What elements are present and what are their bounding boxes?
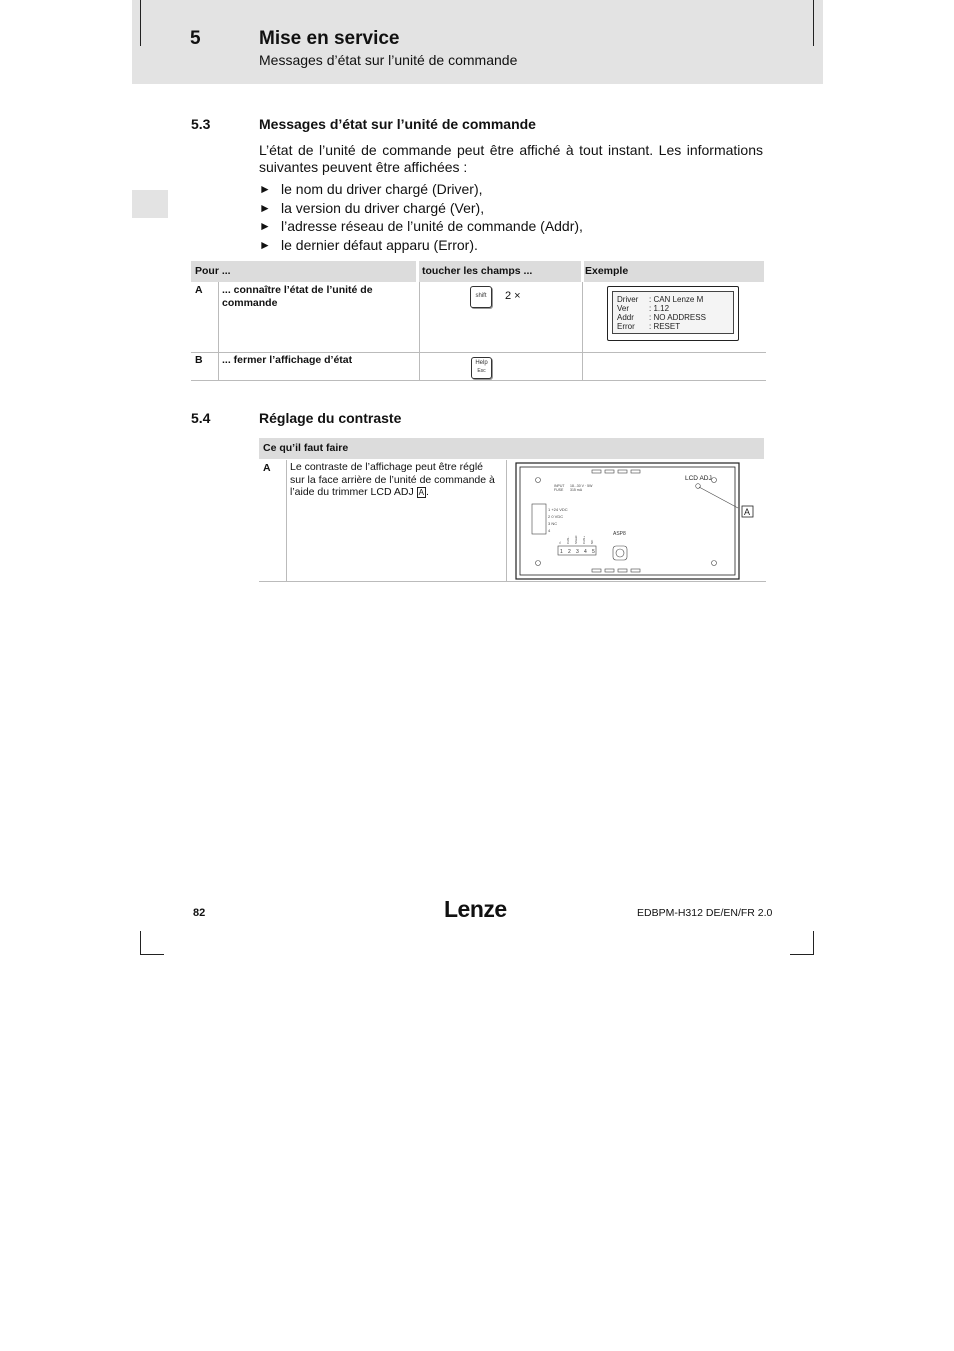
callout-box: A xyxy=(418,488,424,497)
list-item: ► le nom du driver chargé (Driver), xyxy=(259,181,483,197)
crop-mark xyxy=(140,931,141,955)
lenze-logo: Lenze xyxy=(444,896,507,922)
section-title: Messages d’état sur l’unité de commande xyxy=(259,116,536,132)
svg-text:18...30 V · 5W: 18...30 V · 5W xyxy=(570,484,593,488)
svg-text:CAN-: CAN- xyxy=(566,536,570,544)
list-item: ► la version du driver chargé (Ver), xyxy=(259,199,485,216)
lcd-display xyxy=(607,286,739,341)
list-item: ► l’adresse réseau de l’unité de commande (Addr), xyxy=(259,218,583,234)
section-number: 5.3 xyxy=(191,116,211,132)
page-number: 82 xyxy=(193,907,206,919)
svg-text:1 +24 VDC: 1 +24 VDC xyxy=(548,507,568,512)
press-count: 2 × xyxy=(505,290,521,302)
crop-mark xyxy=(140,0,141,46)
table-header-cell: Ce qu’il faut faire xyxy=(259,438,764,459)
crop-mark xyxy=(140,954,164,955)
row-text: Le contraste de l’affichage peut être réglé sur la face arrière de l’unité de commande à l’aide du trimmer LCD ADJ A . xyxy=(290,461,495,498)
table-divider xyxy=(582,282,583,381)
shift-key[interactable]: shift xyxy=(470,286,492,308)
svg-text:2 0 VDC: 2 0 VDC xyxy=(548,514,564,519)
chapter-subtitle: Messages d’état sur l’unité de commande xyxy=(259,52,518,68)
row-letter: A xyxy=(195,284,203,296)
lcd-row: Ver : 1.12 xyxy=(617,304,670,313)
device-rear-panel xyxy=(512,460,760,582)
svg-text:NC: NC xyxy=(590,539,594,544)
arrow-icon: ► xyxy=(259,200,271,215)
table-header-cell: Exemple xyxy=(584,261,764,282)
table-divider xyxy=(191,352,766,353)
svg-text:1: 1 xyxy=(560,549,563,555)
help-esc-key[interactable]: Help Esc xyxy=(471,357,492,379)
list-item: ► le dernier défaut apparu (Error). xyxy=(259,236,478,253)
crop-mark xyxy=(790,954,814,955)
svg-text:3 NC: 3 NC xyxy=(548,521,558,526)
table-divider xyxy=(506,460,507,582)
section-title: Réglage du contraste xyxy=(259,410,402,426)
row-letter: A xyxy=(263,462,271,474)
chapter-title: Mise en service xyxy=(259,28,400,49)
header-band xyxy=(132,0,823,84)
svg-text:V-: V- xyxy=(558,541,562,544)
crop-mark xyxy=(813,0,814,46)
arrow-icon: ► xyxy=(259,219,271,233)
table-divider xyxy=(286,460,287,582)
svg-text:4: 4 xyxy=(584,549,587,555)
row-letter: B xyxy=(195,354,203,366)
table-divider xyxy=(218,282,219,381)
svg-text:Shield: Shield xyxy=(574,535,578,544)
svg-text:3: 3 xyxy=(576,549,579,555)
crop-mark xyxy=(813,931,814,955)
table-header-cell: Pour ... xyxy=(191,261,416,282)
row-action: ... connaître l’état de l’unité de commande xyxy=(222,284,373,309)
svg-text:2: 2 xyxy=(568,549,571,555)
intro-paragraph: L’état de l’unité de commande peut être affiché à tout instant. Les informations suivantes peuvent être affichées : xyxy=(259,142,763,175)
svg-text:INPUT: INPUT xyxy=(554,484,565,488)
table-divider xyxy=(419,282,420,381)
svg-text:4: 4 xyxy=(548,528,551,533)
side-tab xyxy=(132,190,168,218)
lcd-row: Addr : NO ADDRESS xyxy=(617,313,706,322)
svg-text:CAN+: CAN+ xyxy=(582,535,586,544)
svg-text:FUSE: FUSE xyxy=(554,488,564,492)
svg-text:5: 5 xyxy=(592,549,595,555)
section-number: 5.4 xyxy=(191,410,211,426)
table-divider xyxy=(191,380,766,381)
bullet-list xyxy=(259,180,583,254)
callout-a: A xyxy=(744,507,751,517)
svg-text:315 mA: 315 mA xyxy=(570,488,583,492)
lcd-adj-label: LCD ADJ xyxy=(685,475,712,482)
chapter-number: 5 xyxy=(190,28,201,49)
row-action: ... fermer l’affichage d’état xyxy=(222,354,353,366)
arrow-icon: ► xyxy=(259,182,271,196)
document-reference: EDBPM-H312 DE/EN/FR 2.0 xyxy=(637,907,773,919)
table-header-cell: toucher les champs ... xyxy=(419,261,581,282)
lcd-row: Driver : CAN Lenze M xyxy=(617,295,704,304)
svg-text:ASP8: ASP8 xyxy=(613,531,626,537)
arrow-icon: ► xyxy=(259,237,271,252)
lcd-row: Error : RESET xyxy=(617,322,681,331)
